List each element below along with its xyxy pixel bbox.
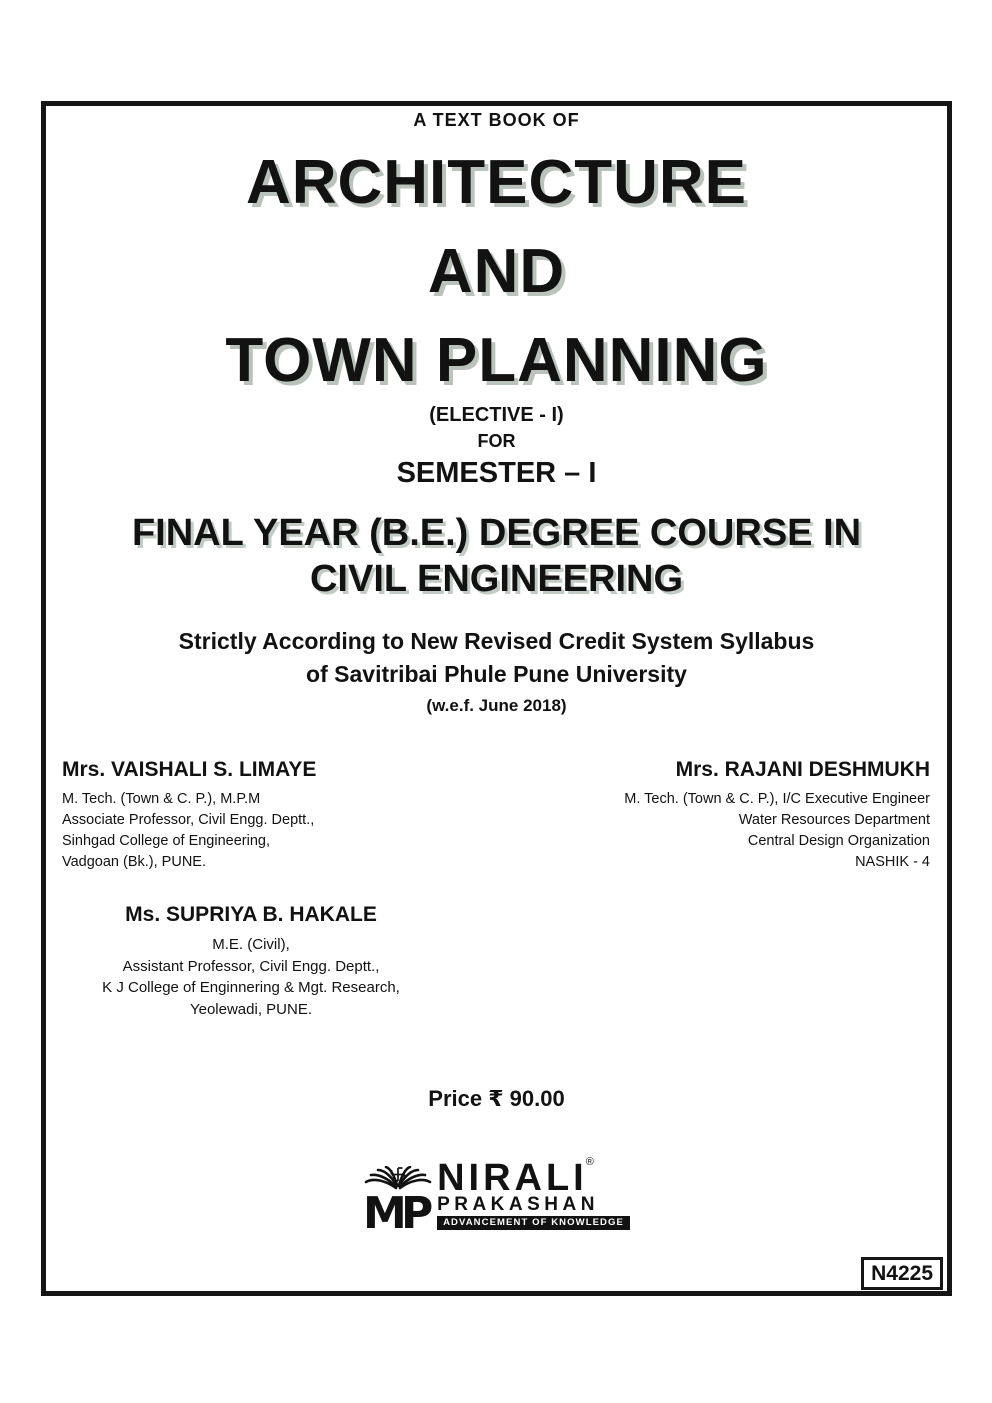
syllabus-note-line-2: of Savitribai Phule Pune University xyxy=(306,661,687,687)
author-credential-line: Sinhgad College of Engineering, xyxy=(62,833,270,849)
book-title-line-2: AND xyxy=(427,237,566,306)
author-block-left xyxy=(62,758,482,873)
price-line xyxy=(41,1086,952,1112)
price-amount: 90.00 xyxy=(509,1086,565,1111)
registered-trademark-symbol: ® xyxy=(585,1156,594,1168)
semester-label: SEMESTER – I xyxy=(396,457,597,489)
series-tagline: A TEXT BOOK OF xyxy=(413,110,580,130)
effective-date-note: (w.e.f. June 2018) xyxy=(426,696,567,715)
book-code-box: N4225 xyxy=(861,1257,943,1290)
author-name: Ms. SUPRIYA B. HAKALE xyxy=(125,903,377,926)
author-credential-line: M. Tech. (Town & C. P.), M.P.M xyxy=(62,791,261,807)
publisher-name: NIRALI xyxy=(437,1157,588,1199)
syllabus-note-line-1: Strictly According to New Revised Credit System Syllabus xyxy=(178,628,815,654)
book-title-line-1: ARCHITECTURE xyxy=(245,148,748,217)
elective-note: (ELECTIVE - I) xyxy=(429,404,564,426)
author-credential-line: M. Tech. (Town & C. P.), I/C Executive Engineer xyxy=(624,791,930,807)
price-label: Price xyxy=(428,1086,483,1111)
publisher-subtitle: PRAKASHAN xyxy=(437,1194,599,1215)
for-label: FOR xyxy=(477,431,516,451)
author-credential-line: K J College of Enginnering & Mgt. Research, xyxy=(102,979,400,996)
publisher-logo-text xyxy=(437,1156,630,1230)
author-credential-line: Yeolewadi, PUNE. xyxy=(189,1000,312,1018)
author-name: Mrs. VAISHALI S. LIMAYE xyxy=(62,758,317,781)
mp-monogram xyxy=(363,1188,433,1230)
svg-text:P: P xyxy=(401,1188,434,1230)
author-credential-line: NASHIK - 4 xyxy=(855,854,930,870)
author-credential-line: Vadgoan (Bk.), PUNE. xyxy=(62,854,206,870)
author-block-right xyxy=(510,758,930,873)
author-name: Mrs. RAJANI DESHMUKH xyxy=(675,758,930,781)
book-title-line-3: TOWN PLANNING xyxy=(225,326,768,395)
publisher-motto-bar: ADVANCEMENT OF KNOWLEDGE xyxy=(437,1216,630,1230)
publisher-monogram-icon xyxy=(363,1166,433,1230)
author-credential-line: Water Resources Department xyxy=(738,812,930,828)
author-credential-line: M.E. (Civil), xyxy=(212,936,290,953)
author-credential-line: Central Design Organization xyxy=(747,833,930,849)
author-block-center xyxy=(41,903,461,1020)
publisher-name-row xyxy=(437,1156,596,1199)
author-credential-line: Associate Professor, Civil Engg. Deptt., xyxy=(62,812,315,828)
rupee-symbol: ₹ xyxy=(488,1086,504,1111)
svg-text:M: M xyxy=(363,1188,407,1230)
course-title-line-1: FINAL YEAR (B.E.) DEGREE COURSE IN xyxy=(131,512,862,554)
course-title-line-2: CIVIL ENGINEERING xyxy=(309,558,684,600)
author-credential-line: Assistant Professor, Civil Engg. Deptt., xyxy=(122,957,380,975)
publisher-logo xyxy=(41,1156,952,1230)
